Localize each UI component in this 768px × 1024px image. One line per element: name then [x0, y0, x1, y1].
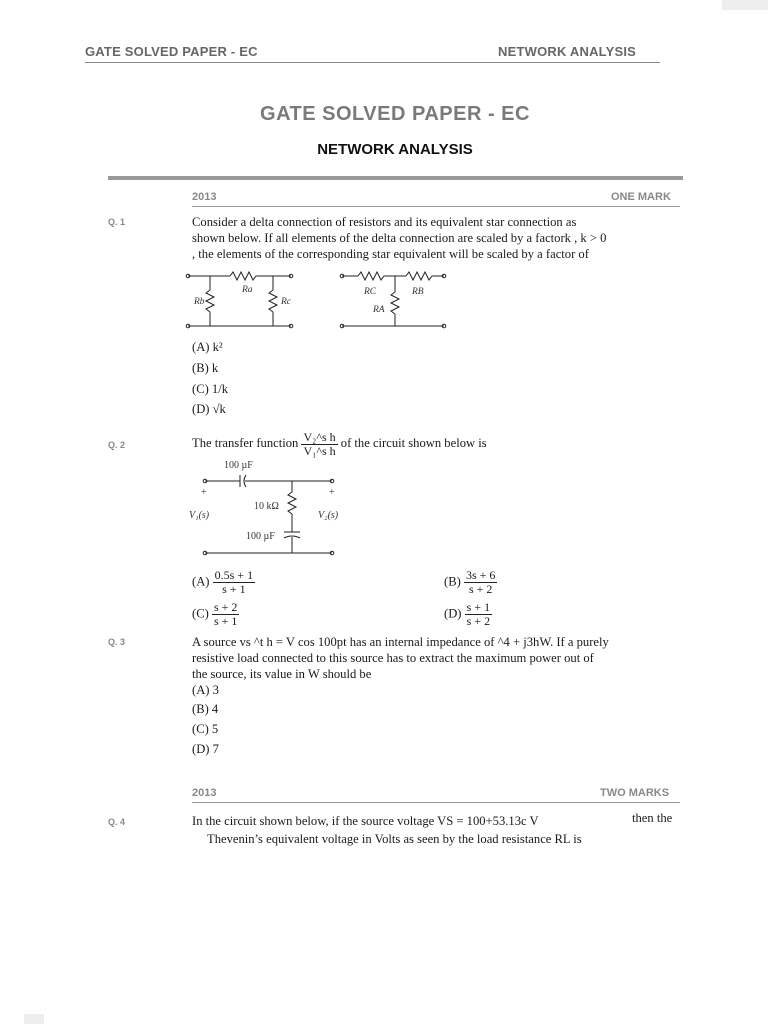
fraction-denominator: s + 1 [213, 614, 238, 628]
input-voltage-label: V₁(s) [189, 510, 210, 521]
output-voltage-label: V₂(s) [318, 510, 339, 521]
fraction-numerator: s + 1 [466, 600, 491, 614]
q3-line-2: resistive load connected to this source has to extract the maximum power out of [192, 651, 594, 665]
q3-line-1: A source vs ^t h = V cos 100pt has an internal impedance of ^4 + j3hW. If a purely [192, 635, 609, 649]
input-plus: + [201, 487, 207, 498]
fraction-denominator: V₁^s h [303, 443, 336, 458]
section-year: 2013 [192, 191, 217, 203]
running-header-left: GATE SOLVED PAPER - EC [85, 44, 258, 59]
q2-text-before: The transfer function [192, 436, 299, 450]
label-ra: Ra [242, 285, 253, 295]
q2-option-a [192, 569, 255, 596]
q4-line-1-end: then the [632, 811, 673, 825]
rc-circuit-figure [180, 456, 350, 560]
label-rc: Rc [281, 297, 292, 307]
q2-text-after: of the circuit shown below is [340, 436, 487, 450]
q2-option-b [444, 569, 497, 596]
page-title: GATE SOLVED PAPER - EC [260, 103, 530, 125]
q3-option-a: (A) 3 [192, 683, 219, 697]
question-number: Q. 2 [108, 440, 126, 450]
q3-option-d: (D) 7 [192, 742, 219, 756]
title-divider [108, 176, 683, 180]
option-label: (A) [192, 574, 210, 589]
fraction-denominator: s + 2 [466, 614, 491, 628]
output-plus: + [329, 487, 335, 498]
q4-line-1: In the circuit shown below, if the source voltage VS = 100+53.13c V [192, 814, 539, 828]
q1-option-c: (C) 1/k [192, 382, 229, 396]
fraction-denominator: s + 1 [222, 582, 246, 596]
q1-line-2: shown below. If all elements of the delta connection are scaled by a factork , k > 0 [192, 231, 607, 245]
section-year: 2013 [192, 787, 217, 799]
option-b-fraction [464, 569, 497, 596]
fraction-numerator: 0.5s + 1 [214, 568, 254, 582]
q3-option-b: (B) 4 [192, 702, 219, 716]
q1-option-a: (A) k² [192, 340, 223, 354]
option-c-fraction [212, 601, 239, 628]
label-rB: RB [412, 287, 424, 297]
q1-line-1: Consider a delta connection of resistors and its equivalent star connection as [192, 215, 577, 229]
fraction-numerator: 3s + 6 [465, 568, 496, 582]
label-rA: RA [373, 305, 385, 315]
q3-line-3: the source, its value in W should be [192, 667, 372, 681]
q1-option-d: (D) √k [192, 402, 226, 416]
fraction-numerator: V₂^s h [303, 429, 336, 444]
section-rule [192, 206, 680, 207]
q2-statement [192, 428, 682, 458]
section-rule [192, 802, 680, 803]
resistor-label: 10 kΩ [254, 501, 279, 512]
label-rb: Rb [194, 297, 205, 307]
option-label: (D) [444, 606, 462, 621]
question-number: Q. 1 [108, 217, 126, 227]
q2-option-d [444, 601, 492, 628]
question-number: Q. 3 [108, 637, 126, 647]
q4-line-2: Thevenin’s equivalent voltage in Volts as seen by the load resistance RL is [207, 832, 582, 846]
option-label: (C) [192, 606, 209, 621]
option-a-fraction [213, 569, 255, 596]
section-marks: TWO MARKS [600, 787, 670, 799]
cap-label-top: 100 µF [224, 460, 253, 471]
section-marks: ONE MARK [611, 191, 671, 203]
running-header-right: NETWORK ANALYSIS [498, 44, 637, 59]
option-d-fraction [465, 601, 492, 628]
option-label: (B) [444, 574, 461, 589]
scan-edge-shade [722, 0, 768, 10]
scan-edge-shade [24, 1014, 44, 1024]
cap-label-bottom: 100 µF [246, 531, 275, 542]
header-rule [85, 62, 660, 63]
delta-star-figure [180, 264, 470, 336]
fraction-denominator: s + 2 [468, 582, 493, 596]
page-subtitle: NETWORK ANALYSIS [317, 141, 473, 158]
transfer-function-fraction [301, 431, 337, 458]
q3-option-c: (C) 5 [192, 722, 219, 736]
fraction-numerator: s + 2 [213, 600, 238, 614]
q2-option-c [192, 601, 239, 628]
q1-option-b: (B) k [192, 361, 219, 375]
label-rC: RC [364, 287, 377, 297]
q1-line-3: , the elements of the corresponding star equivalent will be scaled by a factor of [192, 247, 589, 261]
question-number: Q. 4 [108, 817, 126, 827]
